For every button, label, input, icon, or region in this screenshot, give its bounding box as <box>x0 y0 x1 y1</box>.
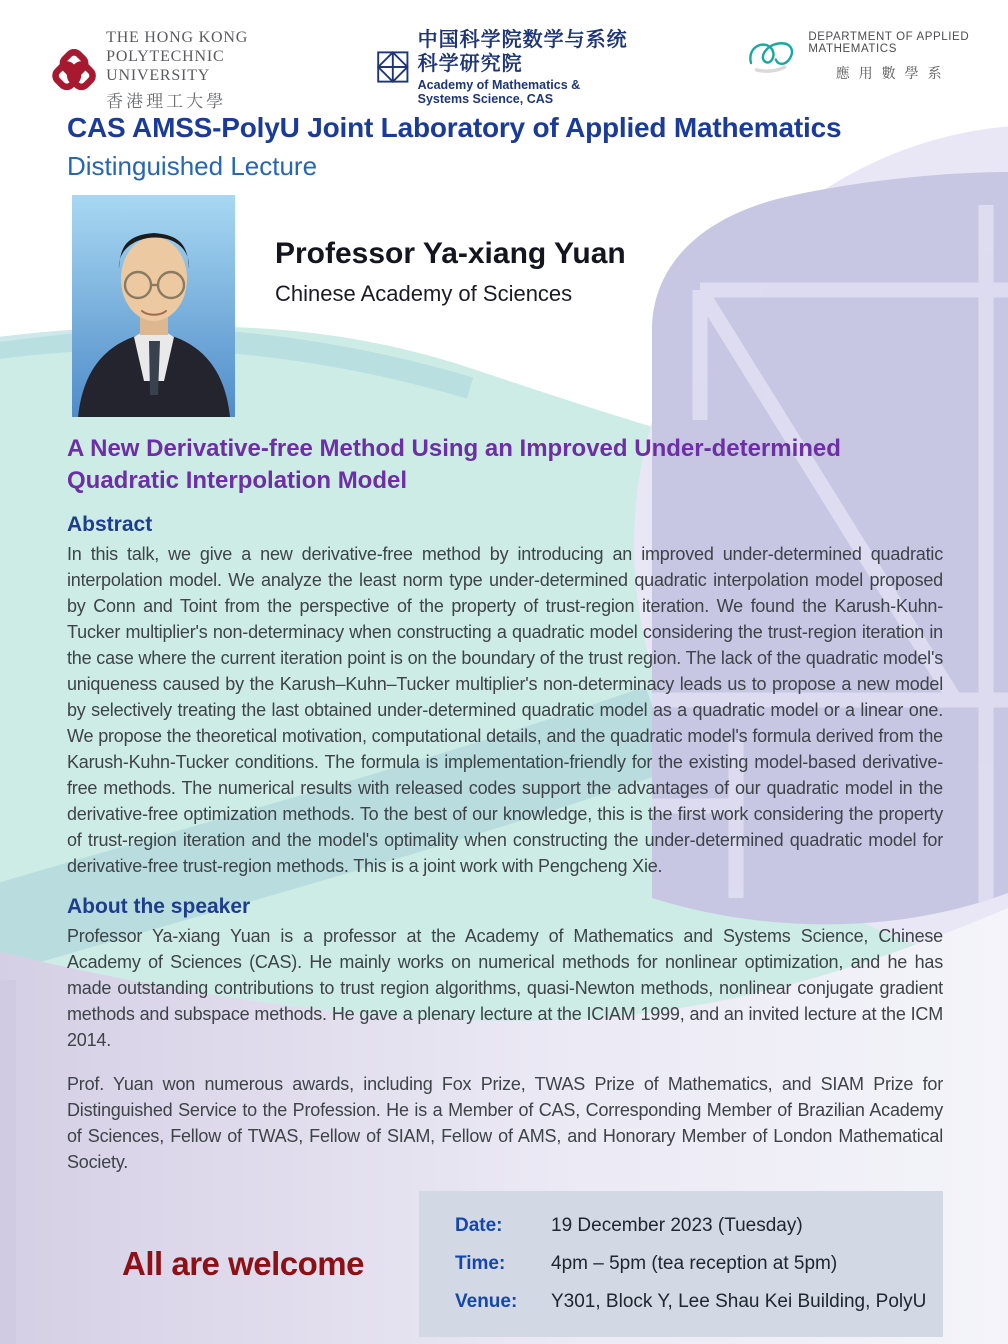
abstract-body: In this talk, we give a new derivative-free method by introducing an improved under-determined quadratic interpolation model. We analyze the least norm type under-determined quadratic interpolation model proposed by Conn and Toint from the perspective of the property of trust-region iteration. We found the Karush-Kuhn-Tucker multiplier's non-determinacy when constructing a quadratic model considering the trust-region iteration in the case where the current iteration point is on the boundary of the trust region. The lack of the quadratic model's uniqueness caused by the Karush–Kuhn–Tucker multiplier's non-determinacy leads us to propose a new model by selectively treating the last obtained under-determined quadratic model as a quadratic model or a linear one. We propose the theoretical motivation, computational details, and the quadratic model's formula derived from the Karush-Kuhn-Tucker conditions. The formula is implementation-friendly for the existing model-based derivative-free methods. The numerical results with released codes support the advantages of our quadratic model in the derivative-free optimization methods. To the best of our knowledge, this is the first work considering the property of trust-region iteration and the model's optimality when constructing the under-determined quadratic model for derivative-free trust-region methods. This is a joint work with Pengcheng Xie. <box>67 544 943 876</box>
amss-logo-text <box>418 28 630 106</box>
lecture-title: A New Derivative-free Method Using an Improved Under-determined Quadratic Interpolation Model <box>67 435 841 494</box>
speaker-meta <box>275 195 626 417</box>
venue-label: Venue: <box>455 1291 518 1312</box>
amss-square-icon <box>376 42 410 92</box>
about-paragraph-2: Prof. Yuan won numerous awards, including Fox Prize, TWAS Prize of Mathematics, and SIAM Prize for Distinguished Service to the Profession. He is a Member of CAS, Corresponding Member of Brazilian Academy of Sciences, Fellow of TWAS, Fellow of SIAM, Fellow of AMS, and Honorary Member of London Mathematical Society. <box>67 1074 943 1172</box>
polyu-knot-icon <box>52 39 96 101</box>
detail-row-date <box>455 1215 933 1237</box>
polyu-name-chinese: 香港理工大學 <box>106 92 227 111</box>
ama-name-chinese: 應用數學系 <box>835 65 951 81</box>
about-heading: About the speaker <box>67 895 251 918</box>
polyu-name-line2: POLYTECHNIC UNIVERSITY <box>106 48 225 84</box>
polyu-logo-text <box>106 28 258 112</box>
all-are-welcome-text: All are welcome <box>122 1245 364 1282</box>
date-value: 19 December 2023 (Tuesday) <box>551 1215 803 1236</box>
time-value: 4pm – 5pm (tea reception at 5pm) <box>551 1253 838 1274</box>
bottom-row <box>67 1191 943 1337</box>
time-label: Time: <box>455 1253 506 1274</box>
date-label: Date: <box>455 1215 503 1236</box>
speaker-section <box>67 195 943 417</box>
page-title: CAS AMSS-PolyU Joint Laboratory of Applied Mathematics <box>67 112 842 143</box>
abstract-heading: Abstract <box>67 513 153 536</box>
speaker-affiliation: Chinese Academy of Sciences <box>275 281 573 306</box>
speaker-photo <box>72 195 235 417</box>
detail-row-time <box>455 1253 933 1275</box>
amss-name-english: Academy of Mathematics & Systems Science, CAS <box>417 78 581 106</box>
ama-name-english: DEPARTMENT OF APPLIED MATHEMATICS <box>808 31 970 55</box>
polyu-logo <box>52 28 258 112</box>
polyu-name-line1: THE HONG KONG <box>106 29 249 46</box>
header-logos <box>52 28 978 112</box>
applied-math-dept-logo <box>747 28 978 86</box>
ama-curve-icon <box>747 28 798 86</box>
ama-logo-text <box>808 31 978 83</box>
speaker-name: Professor Ya-xiang Yuan <box>275 237 626 270</box>
poster-content <box>67 112 943 1344</box>
about-paragraph-1: Professor Ya-xiang Yuan is a professor at the Academy of Mathematics and Systems Science, Chinese Academy of Sciences (CAS). He mainly works on numerical methods for nonlinear optimization, and he has made outstanding contributions to trust region algorithms, quasi-Newton methods, nonlinear conjugate gradient methods and subspace methods. He gave a plenary lecture at the ICIAM 1999, and an invited lecture at the ICM 2014. <box>67 926 943 1050</box>
page-subtitle: Distinguished Lecture <box>67 151 318 181</box>
venue-value: Y301, Block Y, Lee Shau Kei Building, PolyU <box>551 1291 927 1312</box>
detail-row-venue <box>455 1291 933 1313</box>
event-details-box <box>419 1191 943 1337</box>
amss-logo <box>376 28 629 106</box>
amss-name-chinese: 中国科学院数学与系统科学研究院 <box>417 29 628 75</box>
